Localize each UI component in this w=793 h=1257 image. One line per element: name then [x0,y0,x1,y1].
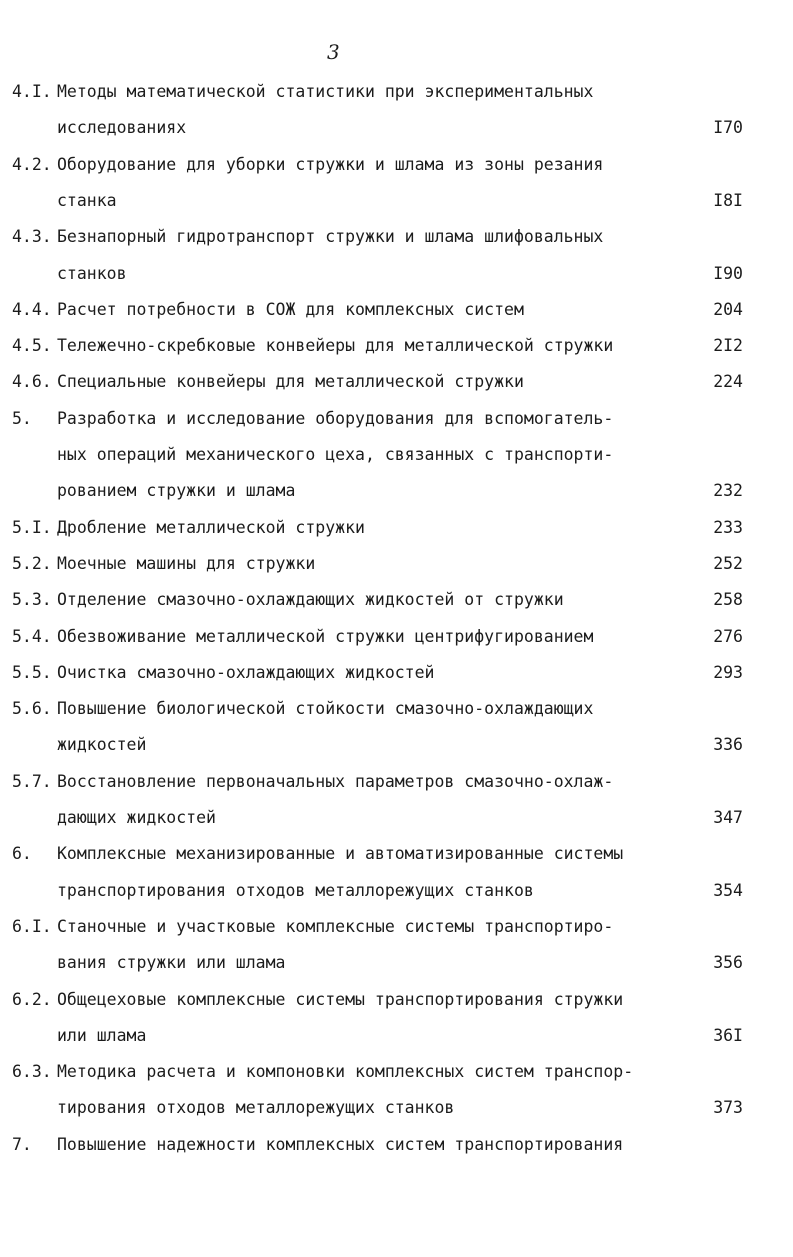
toc-line [0,261,793,287]
toc-line [0,152,793,178]
toc-line [0,950,793,976]
toc-line [0,115,793,141]
toc-line [0,297,793,323]
toc-line [0,188,793,214]
toc-line [0,732,793,758]
toc-entry-page: 252 [713,553,743,573]
toc-entry-number: 4.5. [12,336,52,356]
toc-entry-title: Повышение надежности комплексных систем транспортирования [57,1134,624,1154]
toc-entry-page: I8I [713,190,743,210]
toc-line [0,805,793,831]
toc-line [0,587,793,613]
toc-entry-page: 354 [713,880,743,900]
toc-entry-title: Моечные машины для стружки [57,553,316,573]
toc-entry-page: I70 [713,118,743,138]
toc-entry-number: 4.4. [12,299,52,319]
toc-line [0,987,793,1013]
toc-entry-number: 5.3. [12,590,52,610]
toc-entry-title: Разработка и исследование оборудования для вспомогатель- [57,408,614,428]
toc-line [0,660,793,686]
toc-entry-title: Расчет потребности в СОЖ для комплексных систем [57,299,524,319]
toc-entry-title: вания стружки или шлама [57,953,286,973]
toc-entry-number: 7. [12,1134,32,1154]
toc-line [0,1132,793,1158]
toc-entry-number: 5.6. [12,699,52,719]
toc-entry-title: Методика расчета и компоновки комплексных систем транспор- [57,1062,634,1082]
toc-line [0,79,793,105]
toc-entry-title: Безнапорный гидротранспорт стружки и шлама шлифовальных [57,227,604,247]
toc-entry-title: жидкостей [57,735,147,755]
toc-entry-page: 232 [713,481,743,501]
toc-entry-page: 2I2 [713,336,743,356]
toc-entry-number: 6.I. [12,916,52,936]
toc-entry-title: Восстановление первоначальных параметров смазочно-охлаж- [57,771,614,791]
toc-entry-title: Дробление металлической стружки [57,517,365,537]
toc-entry-number: 6.2. [12,989,52,1009]
toc-line [0,442,793,468]
toc-entry-title: исследованиях [57,118,187,138]
toc-entry-title: Специальные конвейеры для металлической стружки [57,372,524,392]
toc-line [0,224,793,250]
toc-entry-title: тирования отходов металлорежущих станков [57,1098,455,1118]
toc-line [0,369,793,395]
toc-line [0,333,793,359]
toc-entry-page: 373 [713,1098,743,1118]
toc-line [0,478,793,504]
toc-entry-number: 4.I. [12,82,52,101]
toc-entry-number: 5.7. [12,771,52,791]
toc-entry-number: 6.3. [12,1062,52,1082]
toc-entry-title: Общецеховые комплексные системы транспортирования стружки [57,989,624,1009]
toc-entry-title: Методы математической статистики при экспериментальных [57,82,594,101]
toc-line [0,551,793,577]
toc-entry-page: 36I [713,1025,743,1045]
toc-entry-title: транспортирования отходов металлорежущих станков [57,880,534,900]
toc-entry-title: ных операций механического цеха, связанных с транспорти- [57,445,614,464]
toc-entry-title: Станочные и участковые комплексные системы транспортиро- [57,916,614,936]
toc-entry-title: Отделение смазочно-охлаждающих жидкостей от стружки [57,590,564,610]
toc-line [0,696,793,722]
toc-line [0,878,793,904]
toc-line [0,841,793,867]
toc-entry-number: 4.3. [12,227,52,247]
toc-entry-title: дающих жидкостей [57,808,216,827]
toc-entry-title: Тележечно-скребковые конвейеры для металлической стружки [57,336,614,356]
page-number: 3 [327,40,340,64]
toc-entry-title: рованием стружки и шлама [57,481,296,501]
toc-line [0,1095,793,1121]
toc-line [0,406,793,432]
toc-line [0,515,793,541]
toc-entry-page: 336 [713,735,743,755]
toc-entry-page: 356 [713,953,743,973]
toc-entry-number: 5. [12,408,32,428]
toc-entry-number: 4.2. [12,154,52,174]
toc-entry-title: Повышение биологической стойкости смазочно-охлаждающих [57,699,594,719]
toc-entry-page: 276 [713,626,743,646]
toc-entry-page: 347 [713,808,743,827]
toc-entry-title: Комплексные механизированные и автоматизированные системы [57,844,624,864]
toc-line [0,1059,793,1085]
toc-entry-number: 4.6. [12,372,52,392]
toc-entry-title: Очистка смазочно-охлаждающих жидкостей [57,662,435,682]
toc-entry-number: 5.I. [12,517,52,537]
toc-entry-title: Оборудование для уборки стружки и шлама из зоны резания [57,154,604,174]
toc-entry-title: станков [57,263,127,283]
toc-entry-page: 258 [713,590,743,610]
toc-line [0,624,793,650]
toc-entry-number: 5.4. [12,626,52,646]
toc-line [0,914,793,940]
toc-entry-page: 233 [713,517,743,537]
toc-entry-number: 6. [12,844,32,864]
toc-entry-page: 204 [713,299,743,319]
toc-entry-number: 5.5. [12,662,52,682]
toc-entry-page: I90 [713,263,743,283]
toc-entry-page: 293 [713,662,743,682]
toc-entry-title: Обезвоживание металлической стружки центрифугированием [57,626,594,646]
toc-entry-number: 5.2. [12,553,52,573]
toc-entry-title: станка [57,190,117,210]
toc-entry-title: или шлама [57,1025,147,1045]
toc-entry-page: 224 [713,372,743,392]
toc-line [0,769,793,795]
toc-line [0,1023,793,1049]
